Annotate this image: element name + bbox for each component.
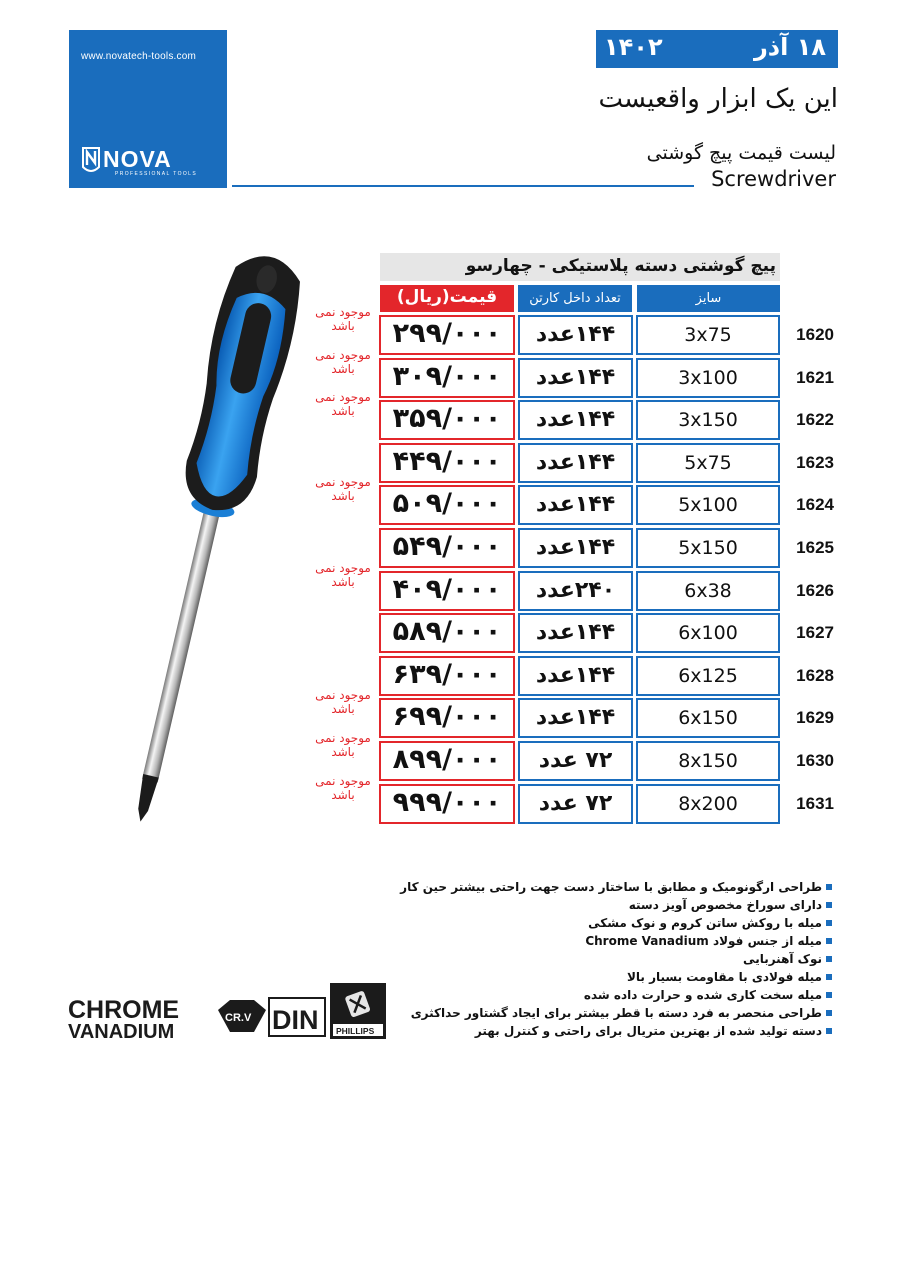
table-row: [0, 528, 904, 568]
feature-text: نوک آهنربایی: [743, 952, 822, 966]
product-code-cell: 1631: [796, 794, 834, 813]
product-code-cell: 1624: [796, 495, 834, 514]
price-cell: ۲۹۹/۰۰۰: [379, 315, 515, 355]
column-header-size: سایز: [637, 285, 780, 312]
chrome-badge-line2: VANADIUM: [68, 1021, 175, 1042]
size-cell: 3x100: [636, 358, 780, 398]
table-row: [0, 390, 904, 440]
category-header: [380, 253, 780, 281]
feature-item: [332, 986, 832, 1004]
table-row: [0, 443, 904, 483]
table-row: [0, 561, 904, 611]
feature-item: [332, 950, 832, 968]
bullet-icon: [826, 902, 832, 908]
carton-qty-cell: ۱۴۴عدد: [518, 358, 633, 398]
product-code-cell: 1628: [796, 666, 834, 685]
carton-qty-cell: ۱۴۴عدد: [518, 443, 633, 483]
product-code-cell: 1626: [796, 581, 834, 600]
stock-status-note: موجود نمی باشد: [315, 475, 371, 503]
product-code-cell: 1630: [796, 751, 834, 770]
size-cell: 6x150: [636, 698, 780, 738]
column-header-price: قیمت(ریال): [380, 285, 514, 312]
price-cell: ۶۹۹/۰۰۰: [379, 698, 515, 738]
table-row: [0, 613, 904, 653]
size-cell: 6x100: [636, 613, 780, 653]
date-day: ۱۸ آذر: [753, 33, 826, 61]
stock-status-note: موجود نمی باشد: [315, 305, 371, 333]
feature-text: دسته تولید شده از بهترین متریال برای راحتی و کنترل بهتر: [474, 1024, 822, 1038]
bullet-icon: [826, 884, 832, 890]
size-cell: 8x150: [636, 741, 780, 781]
bullet-icon: [826, 956, 832, 962]
carton-qty-cell: ۱۴۴عدد: [518, 613, 633, 653]
price-cell: ۳۵۹/۰۰۰: [379, 400, 515, 440]
stock-status-note: موجود نمی باشد: [315, 348, 371, 376]
slogan: این یک ابزار واقعیست: [598, 84, 838, 114]
phillips-badge: [330, 983, 386, 1039]
price-cell: ۳۰۹/۰۰۰: [379, 358, 515, 398]
size-cell: 8x200: [636, 784, 780, 824]
feature-text: میله فولادی با مقاومت بسیار بالا: [626, 970, 822, 984]
feature-text: میله از جنس فولاد Chrome Vanadium: [585, 934, 822, 948]
price-cell: ۵۰۹/۰۰۰: [379, 485, 515, 525]
feature-text: میله با روکش ساتن کروم و نوک مشکی: [588, 916, 822, 930]
bullet-icon: [826, 938, 832, 944]
column-header-carton: تعداد داخل کارتن: [518, 285, 632, 312]
carton-qty-cell: ۱۴۴عدد: [518, 528, 633, 568]
stock-status-note: موجود نمی باشد: [315, 731, 371, 759]
carton-qty-cell: ۲۴۰عدد: [518, 571, 633, 611]
din-badge: [268, 997, 328, 1037]
price-cell: ۶۳۹/۰۰۰: [379, 656, 515, 696]
feature-item: [332, 1004, 832, 1022]
carton-qty-cell: ۱۴۴عدد: [518, 698, 633, 738]
product-code-cell: 1629: [796, 708, 834, 727]
product-code-cell: 1620: [796, 325, 834, 344]
feature-item: [332, 1022, 832, 1040]
feature-text: طراحی منحصر به فرد دسته با قطر بیشتر برای ایجاد گشتاور حداکثری: [410, 1006, 822, 1020]
stock-status-note: موجود نمی باشد: [315, 774, 371, 802]
brand-logo-panel: [69, 30, 227, 188]
product-name-en: Screwdriver: [711, 167, 836, 191]
size-cell: 5x75: [636, 443, 780, 483]
size-cell: 3x150: [636, 400, 780, 440]
bullet-icon: [826, 992, 832, 998]
price-cell: ۵۸۹/۰۰۰: [379, 613, 515, 653]
chrome-vanadium-badge: [68, 982, 278, 1042]
carton-qty-cell: ۱۴۴عدد: [518, 485, 633, 525]
product-code-cell: 1627: [796, 623, 834, 642]
carton-qty-cell: ۱۴۴عدد: [518, 315, 633, 355]
product-code-cell: 1623: [796, 453, 834, 472]
size-cell: 5x100: [636, 485, 780, 525]
carton-qty-cell: ۷۲ عدد: [518, 784, 633, 824]
carton-qty-cell: ۷۲ عدد: [518, 741, 633, 781]
bullet-icon: [826, 1028, 832, 1034]
crv-badge-text: CR.V: [225, 1012, 252, 1024]
stock-status-note: موجود نمی باشد: [315, 390, 371, 418]
feature-text: میله سخت کاری شده و حرارت داده شده: [583, 988, 822, 1002]
date-banner: [596, 30, 838, 68]
header-divider: [232, 185, 694, 187]
product-code-cell: 1625: [796, 538, 834, 557]
feature-item: [332, 968, 832, 986]
bullet-icon: [826, 974, 832, 980]
carton-qty-cell: ۱۴۴عدد: [518, 656, 633, 696]
bullet-icon: [826, 920, 832, 926]
brand-wordmark: NOVA: [103, 146, 172, 172]
table-row: [0, 688, 904, 738]
chrome-badge-line1: CHROME: [68, 996, 180, 1024]
size-cell: 5x150: [636, 528, 780, 568]
size-cell: 3x75: [636, 315, 780, 355]
feature-item: [332, 878, 832, 896]
feature-text: دارای سوراخ مخصوص آویز دسته: [628, 898, 822, 912]
size-cell: 6x38: [636, 571, 780, 611]
table-row: [0, 774, 904, 824]
din-badge-text: DIN: [272, 1005, 319, 1035]
price-cell: ۸۹۹/۰۰۰: [379, 741, 515, 781]
product-code-cell: 1621: [796, 368, 834, 387]
feature-text: طراحی ارگونومیک و مطابق با ساختار دست جهت راحتی بیشتر حین کار: [400, 880, 822, 894]
feature-item: [332, 896, 832, 914]
bullet-icon: [826, 1010, 832, 1016]
stock-status-note: موجود نمی باشد: [315, 561, 371, 589]
table-row: [0, 348, 904, 398]
table-row: [0, 305, 904, 355]
phillips-badge-text: PHILLIPS: [336, 1026, 375, 1036]
price-cell: ۴۰۹/۰۰۰: [379, 571, 515, 611]
feature-item: [332, 914, 832, 932]
product-code-cell: 1622: [796, 410, 834, 429]
price-cell: ۵۴۹/۰۰۰: [379, 528, 515, 568]
category-title: پیچ گوشتی دسته پلاستیکی - چهارسو: [465, 256, 776, 276]
table-row: [0, 731, 904, 781]
table-row: [0, 475, 904, 525]
size-cell: 6x125: [636, 656, 780, 696]
date-year: ۱۴۰۲: [604, 33, 663, 61]
feature-list: [332, 878, 832, 1040]
feature-item: [332, 932, 832, 950]
brand-tagline: PROFESSIONAL TOOLS: [115, 171, 198, 177]
website-url: www.novatech-tools.com: [81, 51, 197, 62]
price-cell: ۹۹۹/۰۰۰: [379, 784, 515, 824]
stock-status-note: موجود نمی باشد: [315, 688, 371, 716]
table-row: [0, 656, 904, 696]
carton-qty-cell: ۱۴۴عدد: [518, 400, 633, 440]
price-list-title: لیست قیمت پیچ گوشتی: [646, 142, 836, 164]
price-cell: ۴۴۹/۰۰۰: [379, 443, 515, 483]
